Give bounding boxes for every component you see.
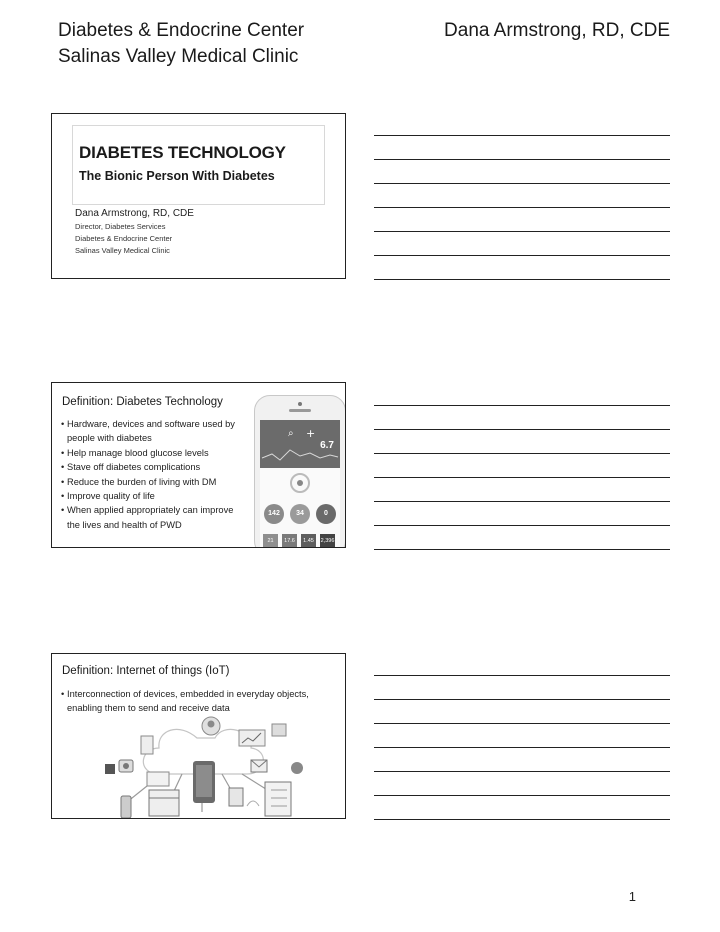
slide-1-title: DIABETES TECHNOLOGY <box>79 143 286 162</box>
bullet-item: • Hardware, devices and software used by people with diabetes <box>62 417 247 446</box>
stat-tile: 21 <box>263 534 278 548</box>
smartphone-image <box>254 395 346 548</box>
stat-circle: 142 <box>264 504 284 524</box>
stat-tile: 17.6 <box>282 534 297 548</box>
calendar-icon <box>149 790 179 816</box>
traffic-light-icon <box>121 796 131 818</box>
chart-screen-icon <box>239 730 265 746</box>
tablet-icon <box>272 724 286 736</box>
slide-2-title: Definition: Diabetes Technology <box>62 396 223 408</box>
note-line <box>374 675 670 676</box>
router-icon <box>147 772 169 786</box>
checklist-icon <box>265 782 291 816</box>
slide-1-detail: Director, Diabetes Services <box>75 222 166 231</box>
note-line <box>374 525 670 526</box>
bullet-item: • Interconnection of devices, embedded in everyday objects, enabling them to send and receive data <box>62 687 334 716</box>
slide-1-author: Dana Armstrong, RD, CDE <box>75 208 194 219</box>
note-line <box>374 477 670 478</box>
bullet-item: • Reduce the burden of living with DM <box>62 475 247 489</box>
slide-2 <box>51 382 346 548</box>
bullet-item: • When applied appropriately can improve the lives and health of PWD <box>62 503 247 532</box>
note-line <box>374 135 670 136</box>
bullet-item: • Improve quality of life <box>62 489 247 503</box>
app-icon <box>105 764 115 774</box>
note-line <box>374 549 670 550</box>
note-line <box>374 699 670 700</box>
note-line <box>374 819 670 820</box>
app-header <box>260 420 340 468</box>
slide-1-detail: Salinas Valley Medical Clinic <box>75 246 170 255</box>
stat-tile: 1.45 <box>301 534 316 548</box>
note-line <box>374 279 670 280</box>
note-line <box>374 501 670 502</box>
header-org-line1: Diabetes & Endocrine Center <box>58 20 305 41</box>
stat-tile: 2,396 <box>320 534 335 548</box>
notes-lines-1 <box>374 135 670 280</box>
note-line <box>374 183 670 184</box>
stat-circle: 34 <box>290 504 310 524</box>
notes-lines-3 <box>374 675 670 820</box>
title-frame <box>72 125 325 205</box>
slide-1-subtitle: The Bionic Person With Diabetes <box>79 169 275 183</box>
glucose-reading: 6.7 <box>320 440 334 451</box>
slide-1-detail: Diabetes & Endocrine Center <box>75 234 173 243</box>
header-org-line2: Salinas Valley Medical Clinic <box>58 46 299 67</box>
note-line <box>374 453 670 454</box>
iot-illustration <box>97 716 307 819</box>
gear-icon <box>291 762 303 774</box>
note-line <box>374 255 670 256</box>
phone-speaker <box>289 409 311 412</box>
header-org <box>58 18 304 70</box>
phone-screen <box>260 420 340 548</box>
note-line <box>374 723 670 724</box>
svg-text:+: + <box>306 427 316 440</box>
robot-icon <box>141 736 153 754</box>
note-line <box>374 429 670 430</box>
phone-camera <box>298 402 302 406</box>
slide-3 <box>51 653 346 819</box>
slide-1 <box>51 113 346 279</box>
note-line <box>374 231 670 232</box>
note-line <box>374 795 670 796</box>
page-number: 1 <box>628 889 636 904</box>
food-icon <box>229 788 243 806</box>
note-line <box>374 159 670 160</box>
bullet-item: • Help manage blood glucose levels <box>62 446 247 460</box>
header-presenter: Dana Armstrong, RD, CDE <box>444 20 670 41</box>
svg-text:⌕: ⌕ <box>288 428 294 439</box>
bullet-item: • Stave off diabetes complications <box>62 460 247 474</box>
slide-3-title: Definition: Internet of things (IoT) <box>62 665 230 677</box>
slide-3-bullets <box>62 687 334 716</box>
activity-icon <box>288 472 312 494</box>
note-line <box>374 207 670 208</box>
stat-circle: 0 <box>316 504 336 524</box>
note-line <box>374 747 670 748</box>
note-line <box>374 771 670 772</box>
note-line <box>374 405 670 406</box>
notes-lines-2 <box>374 405 670 550</box>
slide-2-bullets <box>62 417 247 532</box>
